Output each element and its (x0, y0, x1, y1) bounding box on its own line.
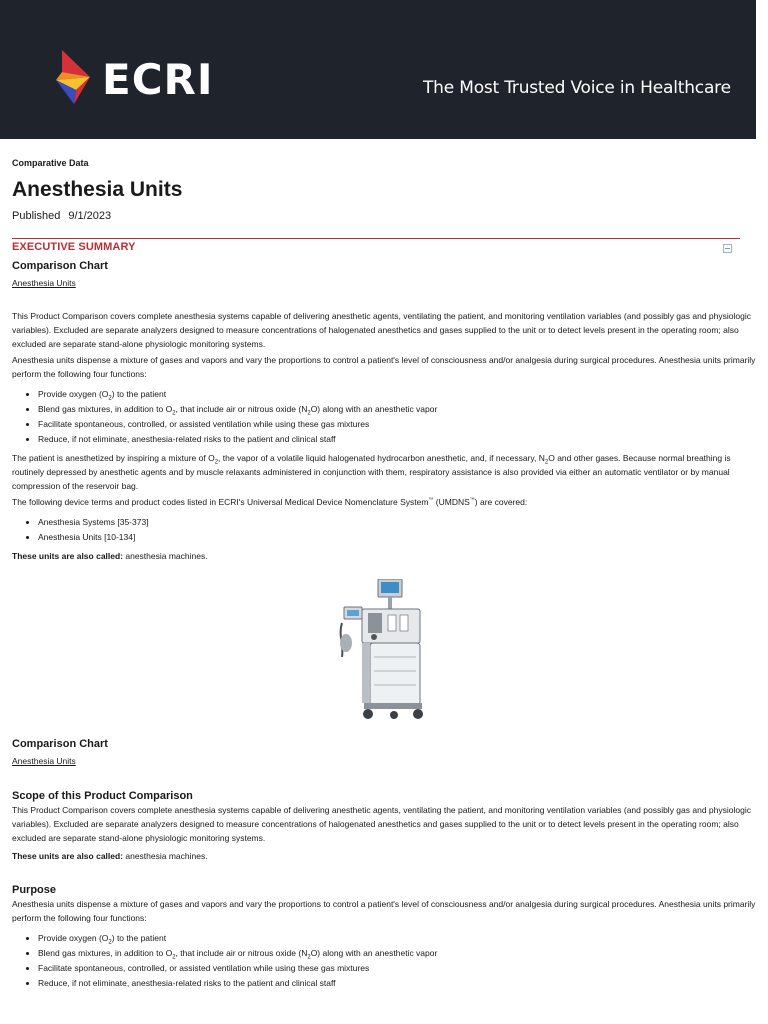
purpose-heading: Purpose (12, 884, 57, 896)
list-item: • Facilitate spontaneous, controlled, or assisted ventilation while using these gas mixtures (38, 961, 756, 976)
published-date: 9/1/2023 (68, 210, 112, 222)
published-line (12, 208, 756, 224)
functions-list (12, 387, 756, 447)
comparison-chart-link[interactable]: Anesthesia Units (12, 278, 76, 288)
process-paragraph: The patient is anesthetized by inspiring a mixture of $O_2$, the vapor of a volatile liquid halogenated hydrocarbon anesthetic, and, if necessary, $N_2O$ and other gases. Because normal breathing is routinely depressed by anesthetic agents and by muscle relaxants administered in conjunction with them, respiratory assistance is also provided via either an automatic ventilator or by manual compression of the reservoir bag. (12, 453, 731, 491)
site-header (0, 0, 756, 139)
executive-summary-header (12, 238, 740, 257)
list-item: • Anesthesia Units [10-134] (38, 530, 756, 545)
purpose-paragraph: Anesthesia units dispense a mixture of gases and vapors and vary the proportions to control a patient's level of consciousness and/or analgesia during surgical procedures. Anesthesia units primarily perform the following four functions: (12, 899, 756, 923)
list-item: • Provide oxygen $(O_2)$ to the patient (38, 387, 756, 402)
comparison-chart-heading: Comparison Chart (12, 260, 108, 272)
published-label: Published (12, 210, 61, 222)
scope-heading: Scope of this Product Comparison (12, 790, 193, 802)
comparison-chart-heading-2: Comparison Chart (12, 738, 108, 750)
comparison-chart-link-2[interactable]: Anesthesia Units (12, 756, 76, 766)
executive-summary-title: EXECUTIVE SUMMARY (12, 241, 136, 253)
list-item: • Reduce, if not eliminate, anesthesia-related risks to the patient and clinical staff (38, 976, 756, 991)
collapse-icon[interactable] (723, 244, 732, 253)
purpose-functions-list (12, 931, 756, 991)
product-codes-list (12, 515, 756, 545)
header-tagline: The Most Trusted Voice in Healthcare (423, 78, 731, 98)
list-item: • Provide oxygen $(O_2)$ to the patient (38, 931, 756, 946)
scope-paragraph: This Product Comparison covers complete anesthesia systems capable of delivering anesthetic agents, ventilating the patient, and monitoring ventilation variables (and possibly gas and physiologic variables). Excluded are separate analyzers designed to measure concentrations of halogenated anesthetics and gases supplied to the unit or to detect levels present in the operating room; also excluded are separate stand-alone physiologic monitoring systems. (12, 805, 751, 843)
document-body (12, 156, 756, 995)
page-title: Anesthesia Units (12, 178, 183, 201)
also-called-line: These units are also called: anesthesia machines. (12, 551, 208, 561)
umdns-paragraph: The following device terms and product codes listed in ECRI's Universal Medical Device Nomenclature System™ (UMDNS™) are covered: (12, 497, 528, 507)
ecri-logo-text[interactable]: ECRI (102, 55, 214, 104)
function-intro-paragraph: Anesthesia units dispense a mixture of gases and vapors and vary the proportions to control a patient's level of consciousness and/or analgesia during surgical procedures. Anesthesia units primarily perform the following four functions: (12, 355, 756, 379)
list-item: • Blend gas mixtures, in addition to $O_2$, that include air or nitrous oxide $(N_2O)$ along with an anesthetic vapor (38, 402, 756, 417)
ecri-logo-icon[interactable] (50, 50, 96, 104)
list-item: • Reduce, if not eliminate, anesthesia-related risks to the patient and clinical staff (38, 432, 756, 447)
list-item: • Facilitate spontaneous, controlled, or assisted ventilation while using these gas mixtures (38, 417, 756, 432)
list-item: • Blend gas mixtures, in addition to $O_2$, that include air or nitrous oxide $(N_2O)$ along with an anesthetic vapor (38, 946, 756, 961)
intro-paragraph: This Product Comparison covers complete anesthesia systems capable of delivering anesthetic agents, ventilating the patient, and monitoring ventilation variables (and possibly gas and physiologic variables). Excluded are separate analyzers designed to measure concentrations of halogenated anesthetics and gases supplied to the unit or to detect levels present in the operating room; also excluded are separate stand-alone physiologic monitoring systems. (12, 311, 751, 349)
also-called-line-2: These units are also called: anesthesia machines. (12, 851, 208, 861)
document-type: Comparative Data (12, 158, 89, 168)
anesthesia-machine-image (334, 579, 426, 721)
list-item: • Anesthesia Systems [35-373] (38, 515, 756, 530)
